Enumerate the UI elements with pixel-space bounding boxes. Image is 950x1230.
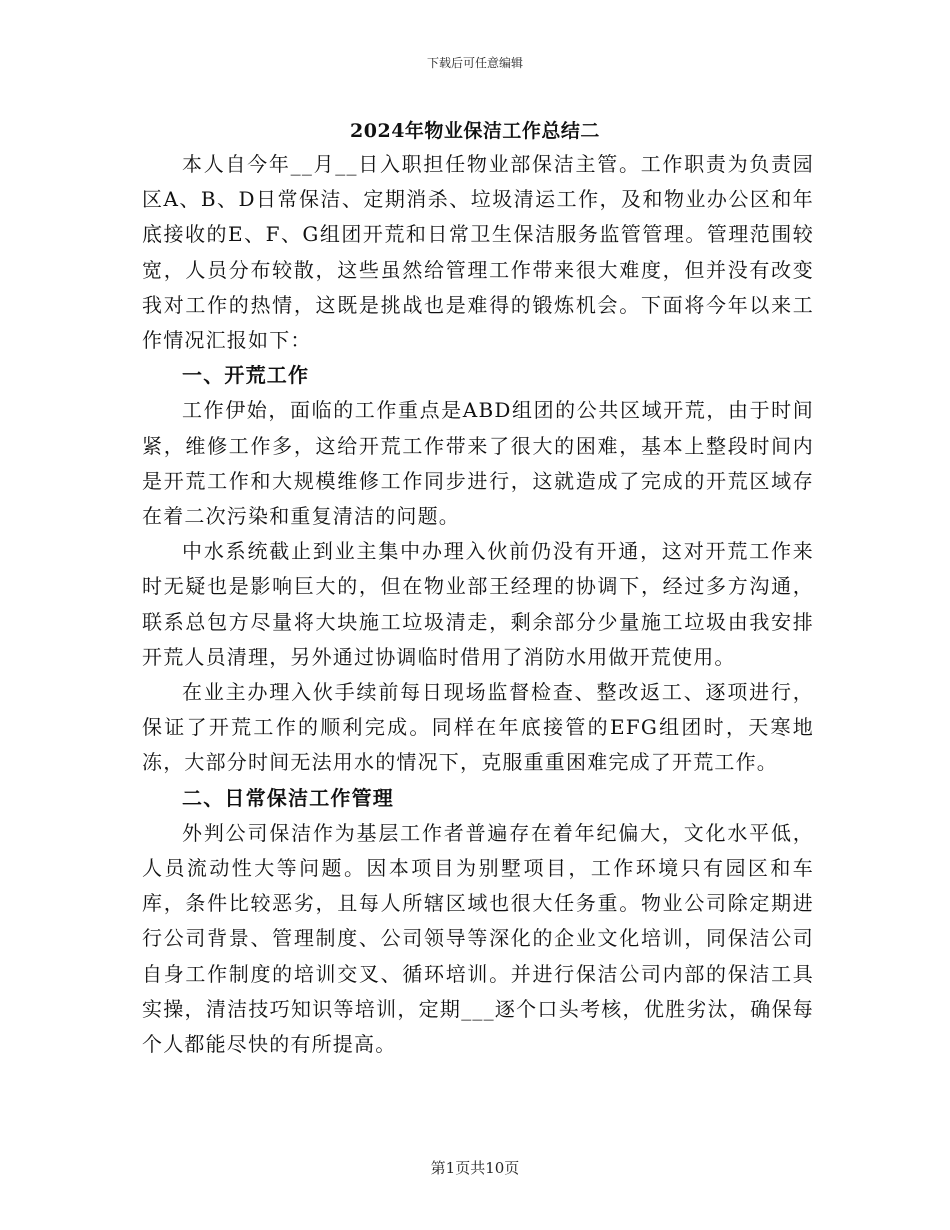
- intro-paragraph: 本人自今年__月__日入职担任物业部保洁主管。工作职责为负责园区A、B、D日常保洁、定期消杀、垃圾清运工作，及和物业办公区和年底接收的E、F、G组团开荒和日常卫生保洁服务监管管理。管理范围较宽，人员分布较散，这些虽然给管理工作带来很大难度，但并没有改变我对工作的热情，这既是挑战也是难得的锻炼机会。下面将今年以来工作情况汇报如下：: [142, 152, 814, 353]
- paragraph-3: 在业主办理入伙手续前每日现场监督检查、整改返工、逐项进行，保证了开荒工作的顺利完成。同样在年底接管的EFG组团时，天寒地冻，大部分时间无法用水的情况下，克服重重困难完成了开荒工作。: [142, 680, 814, 775]
- paragraph-1: 工作伊始，面临的工作重点是ABD组团的公共区域开荒，由于时间紧，维修工作多，这给开荒工作带来了很大的困难，基本上整段时间内是开荒工作和大规模维修工作同步进行，这就造成了完成的开荒区域存在着二次污染和重复清洁的问题。: [142, 398, 814, 529]
- paragraph-4: 外判公司保洁作为基层工作者普遍存在着年纪偏大，文化水平低，人员流动性大等问题。因本项目为别墅项目，工作环境只有园区和车库，条件比较恶劣，且每人所辖区域也很大任务重。物业公司除定期进行公司背景、管理制度、公司领导等深化的企业文化培训，同保洁公司自身工作制度的培训交叉、循环培训。并进行保洁公司内部的保洁工具实操，清洁技巧知识等培训，定期___逐个口头考核，优胜劣汰，确保每个人都能尽快的有所提高。: [142, 820, 814, 1057]
- page-footer: 第1页共10页: [430, 1159, 520, 1177]
- section-heading-2: 二、日常保洁工作管理: [182, 785, 394, 810]
- document-body: [142, 147, 814, 1062]
- header-note: 下载后可任意编辑: [426, 56, 523, 70]
- section-heading-1: 一、开荒工作: [182, 363, 310, 388]
- paragraph-2: 中水系统截止到业主集中办理入伙前仍没有开通，这对开荒工作来时无疑也是影响巨大的，但在物业部王经理的协调下，经过多方沟通，联系总包方尽量将大块施工垃圾清走，剩余部分少量施工垃圾由我安排开荒人员清理，另外通过协调临时借用了消防水用做开荒使用。: [142, 539, 814, 669]
- document-title: 2024年物业保洁工作总结二: [350, 120, 600, 142]
